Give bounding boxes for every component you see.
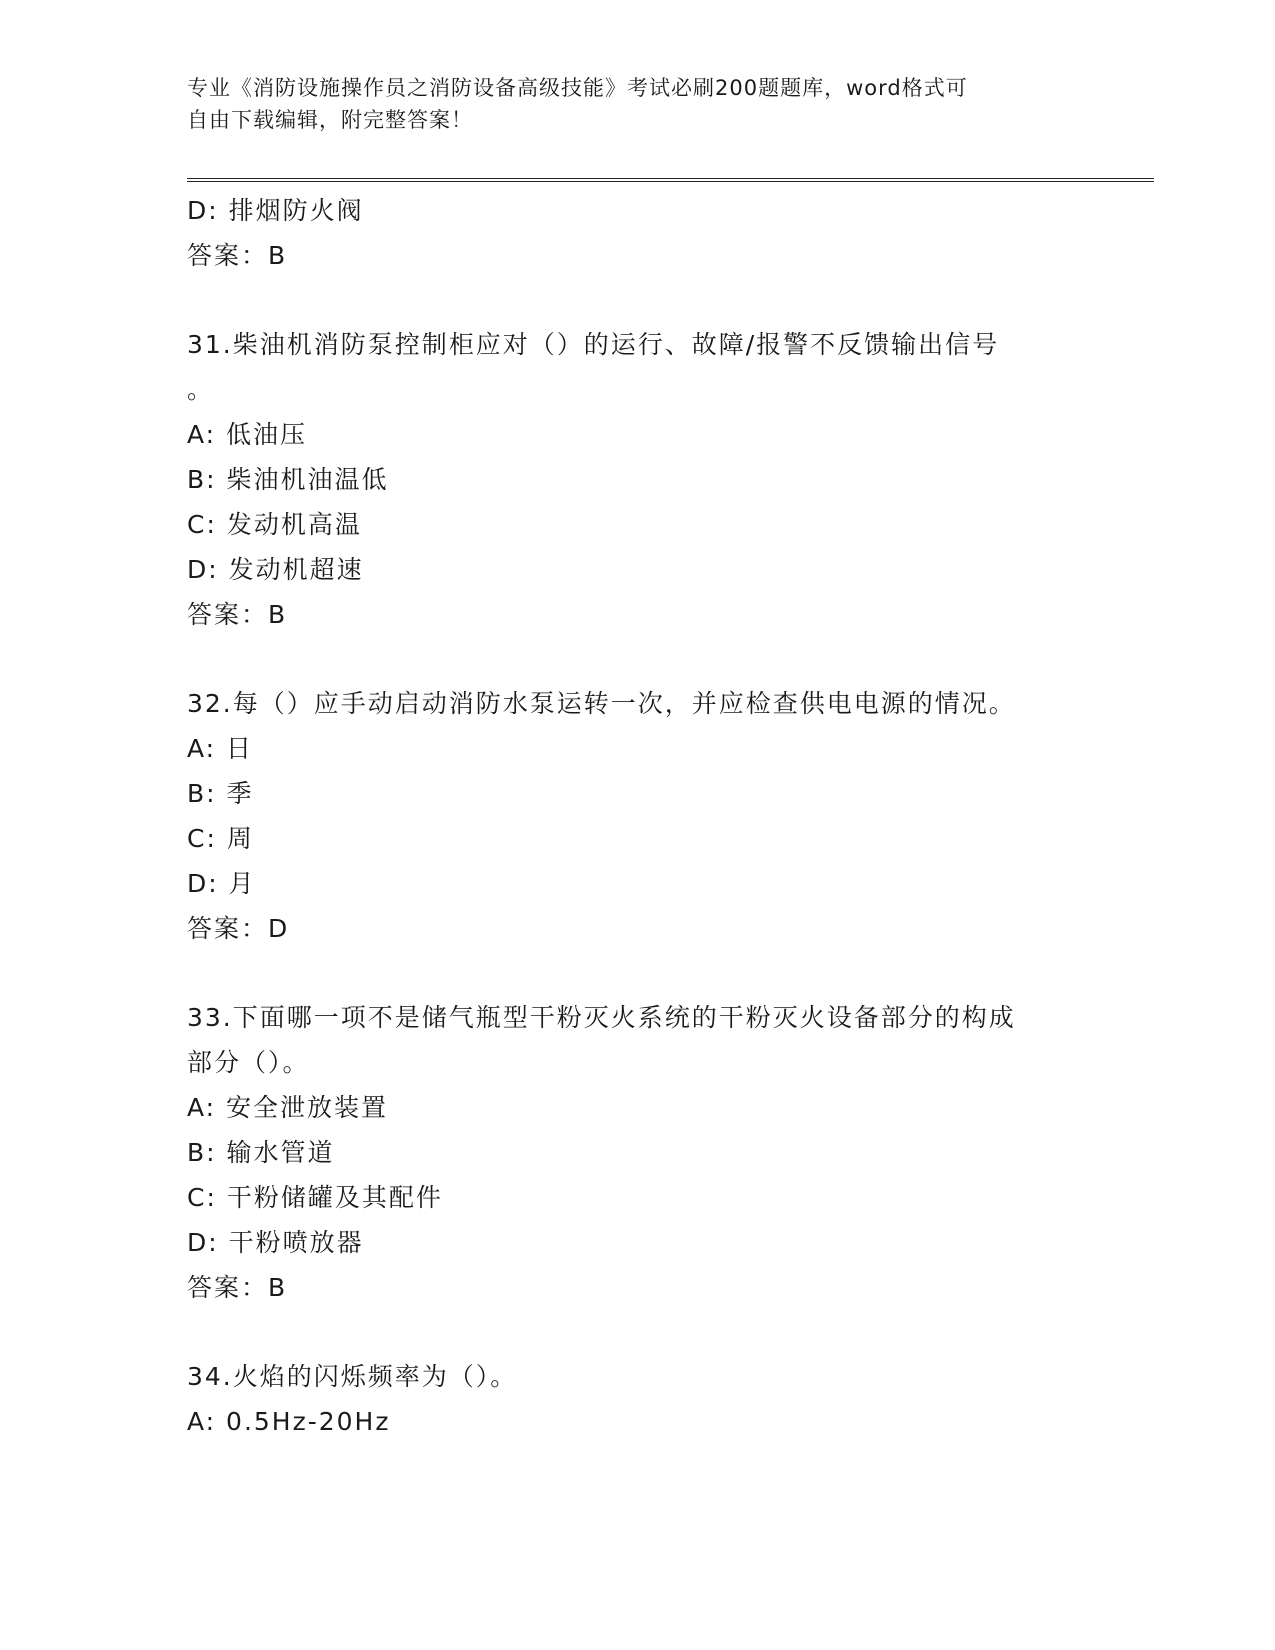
option-c: C: 发动机高温 [187,510,362,539]
question-text-continued: 部分（）。 [187,1048,310,1077]
option-a: A: 安全泄放装置 [187,1093,389,1122]
question-list [187,188,1087,1444]
option-d: D: 发动机超速 [187,555,364,584]
option-c: C: 干粉储罐及其配件 [187,1183,443,1212]
option-b: B: 季 [187,779,254,808]
option-b: B: 柴油机油温低 [187,465,389,494]
header-line-2: 自由下载编辑，附完整答案！ [187,108,473,132]
option-d: D: 干粉喷放器 [187,1228,364,1257]
answer: 答案：B [187,241,288,270]
header-divider [187,178,1154,182]
answer: 答案：B [187,600,288,629]
question-text: 34.火焰的闪烁频率为（）。 [187,1362,518,1391]
option-b: B: 输水管道 [187,1138,335,1167]
option-d: D: 排烟防火阀 [187,196,364,225]
page-header [187,72,1077,136]
question-text: 32.每（）应手动启动消防水泵运转一次，并应检查供电电源的情况。 [187,689,1016,718]
answer: 答案：B [187,1273,288,1302]
question-text: 33.下面哪一项不是储气瓶型干粉灭火系统的干粉灭火设备部分的构成 [187,1003,1016,1032]
option-a: A: 日 [187,734,254,763]
option-a: A: 低油压 [187,420,308,449]
option-c: C: 周 [187,824,254,853]
option-a: A: 0.5Hz-20Hz [187,1407,391,1436]
option-d: D: 月 [187,869,256,898]
header-line-1: 专业《消防设施操作员之消防设备高级技能》考试必刷200题题库，word格式可 [187,76,968,100]
question-text-continued: 。 [187,375,215,404]
answer: 答案：D [187,914,290,943]
question-text: 31.柴油机消防泵控制柜应对（）的运行、故障/报警不反馈输出信号 [187,330,1000,359]
